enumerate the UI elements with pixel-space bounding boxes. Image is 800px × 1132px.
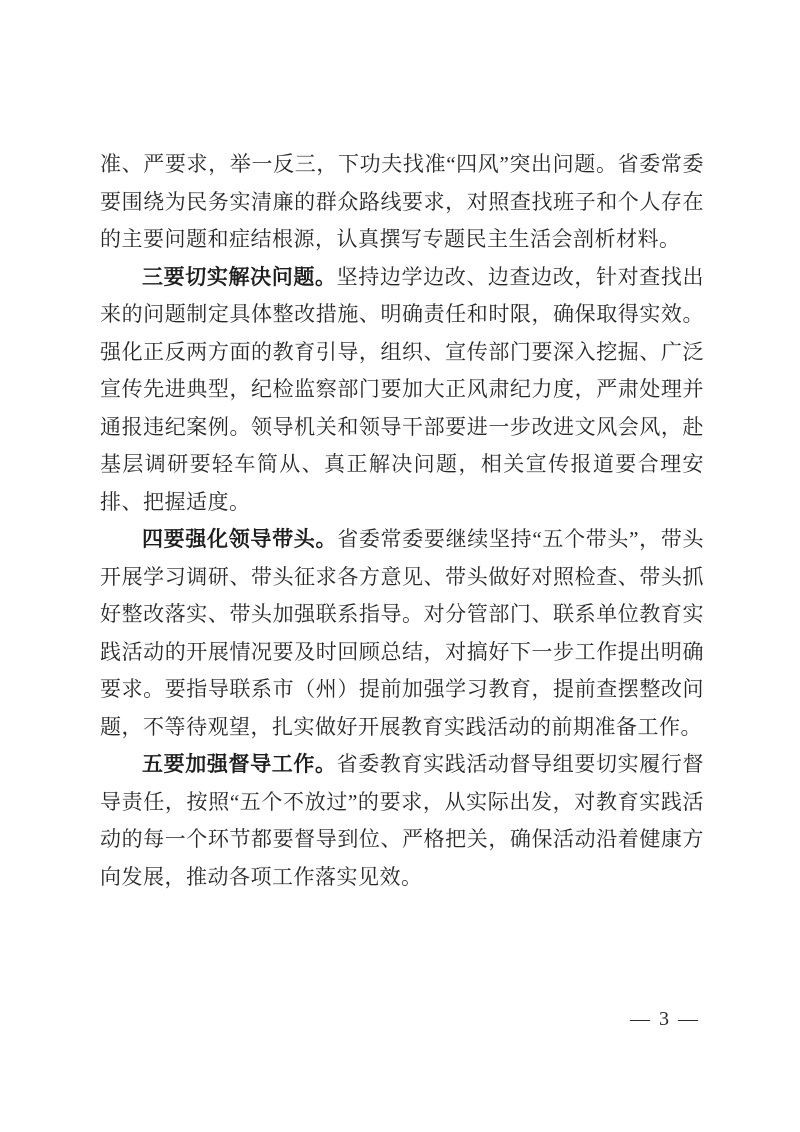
paragraph-lead: 四要强化领导带头。 <box>142 528 338 551</box>
paragraph-text: 准、严要求，举一反三，下功夫找准“四风”突出问题。省委常委要围绕为民务实清廉的群众路线要求，对照查找班子和个人存在的主要问题和症结根源，认真撰写专题民主生活会剖析材料。 <box>100 152 704 251</box>
document-body <box>100 146 704 896</box>
paragraph-fifth-point <box>100 746 704 896</box>
paragraph-third-point <box>100 259 704 522</box>
paragraph-lead: 三要切实解决问题。 <box>142 265 337 289</box>
page-number: — 3 — <box>630 1008 700 1030</box>
paragraph-fourth-point <box>100 521 704 746</box>
paragraph-text: 省委常委要继续坚持“五个带头”，带头开展学习调研、带头征求各方意见、带头做好对照检查、带头抓好整改落实、带头加强联系指导。对分管部门、联系单位教育实践活动的开展情况要及时回顾总结，对搞好下一步工作提出明确要求。要指导联系市（州）提前加强学习教育，提前查摆整改问题，不等待观望，扎实做好开展教育实践活动的前期准备工作。 <box>100 527 705 739</box>
paragraph-text: 坚持边学边改、边查边改，针对查找出来的问题制定具体整改措施、明确责任和时限，确保取得实效。强化正反两方面的教育引导，组织、宣传部门要深入挖掘、广泛宣传先进典型，纪检监察部门要加大正风肃纪力度，严肃处理并通报违纪案例。领导机关和领导干部要进一步改进文风会风，赴基层调研要轻车简从、真正解决问题，相关宣传报道要合理安排、把握适度。 <box>100 264 705 514</box>
paragraph-text: 省委教育实践活动督导组要切实履行督导责任，按照“五个不放过”的要求，从实际出发，对教育实践活动的每一个环节都要督导到位、严格把关，确保活动沿着健康方向发展，推动各项工作落实见效。 <box>100 752 705 889</box>
paragraph-continuation <box>100 146 704 259</box>
paragraph-lead: 五要加强督导工作。 <box>142 753 337 776</box>
